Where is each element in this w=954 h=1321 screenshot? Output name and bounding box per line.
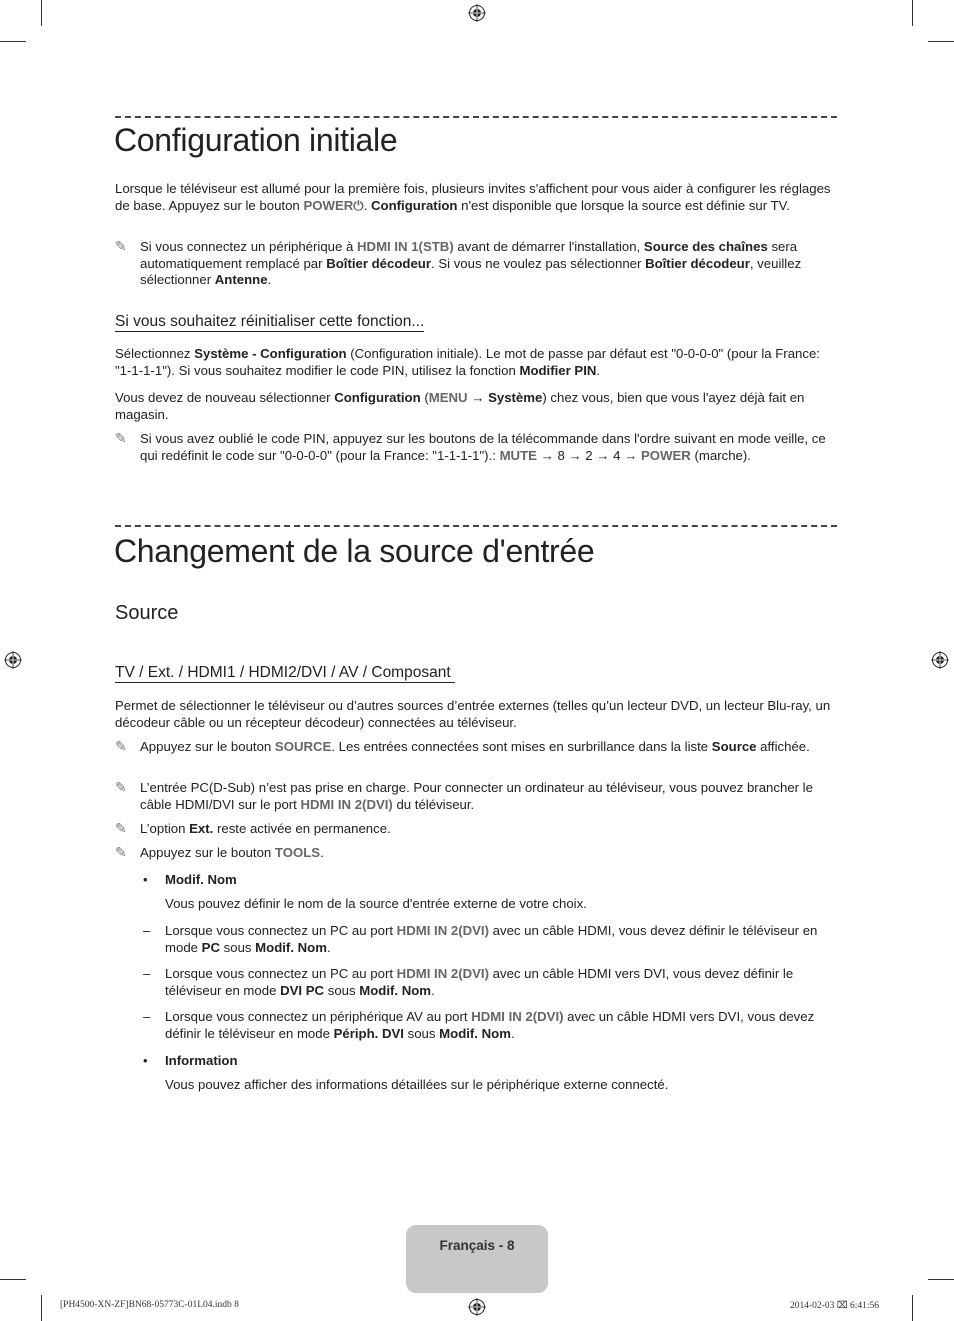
button-name: HDMI IN 2(DVI) (396, 966, 489, 981)
text-run: Lorsque vous connectez un PC au port (165, 966, 397, 981)
text-run: . (596, 362, 601, 378)
text-run: avec un câble HDMI vers DVI, vous devez définir le téléviseur en mode (165, 1009, 815, 1041)
subheading-sources (115, 664, 455, 682)
menu-term: Configuration (371, 197, 458, 213)
text-run: Appuyez sur le bouton (140, 739, 275, 754)
crop-mark (41, 1295, 42, 1321)
note-pencil-icon: ✎ (115, 738, 127, 754)
text-run: avant de démarrer l'installation, (453, 239, 644, 254)
menu-term: Source (711, 739, 757, 754)
paragraph (115, 346, 840, 379)
button-name: ⏻ (353, 197, 364, 213)
menu-term: Ext. (189, 821, 214, 836)
text-run: Lorsque le téléviseur est allumé pour la première fois, plusieurs invites s'affichent pour vous aider à configurer les réglages de base. Appuyez sur le bouton (115, 181, 831, 213)
menu-term: Boîtier décodeur (645, 255, 750, 271)
text-run: Sélectionnez (115, 346, 195, 361)
text-run: Permet de sélectionner le téléviseur ou d’autres sources d’entrée externes (telles qu’un lecteur DVD, un lecteur Blu-ray, un décodeur câble ou un récepteur décodeur) connectées au téléviseur. (115, 698, 831, 730)
subheading-reset (115, 313, 424, 331)
crop-mark (912, 0, 913, 26)
text-run: . (326, 939, 331, 955)
crop-mark (41, 0, 42, 26)
note-text (140, 739, 840, 756)
note-text (140, 239, 840, 289)
crop-mark (928, 41, 954, 42)
text-run: . (363, 197, 372, 213)
text-run: Lorsque vous connectez un PC au port (165, 923, 397, 938)
button-name: MENU (428, 390, 468, 405)
note-pencil-icon: ✎ (115, 820, 127, 836)
text-run: ) chez vous, bien que vous l'ayez déjà fait en magasin. (115, 390, 805, 422)
dash-marker: – (143, 966, 151, 981)
text-run: → 8 → 2 → 4 → (536, 447, 642, 463)
text-run: sera automatiquement remplacé par (140, 239, 798, 271)
text-run: . (510, 1025, 515, 1041)
dash-marker: – (143, 1009, 151, 1024)
menu-term: Modif. Nom (439, 1025, 511, 1041)
bullet-icon: • (143, 872, 148, 887)
button-name: HDMI IN 2(DVI) (471, 1009, 564, 1024)
text-run: sous (324, 982, 360, 998)
text-run: reste activée en permanence. (213, 821, 391, 836)
button-name: HDMI IN 2(DVI) (396, 923, 489, 938)
heading-source: Source (115, 602, 179, 624)
menu-term: DVI PC (280, 982, 325, 998)
text-run: affichée. (756, 739, 810, 754)
menu-term: Système - Configuration (194, 346, 347, 361)
note-text (140, 431, 840, 464)
crop-mark (0, 41, 26, 42)
text-run: Si vous connectez un périphérique à (140, 239, 358, 254)
page-number-tab (406, 1225, 548, 1293)
menu-term: Modif. Nom (359, 982, 432, 998)
menu-term: Antenne (214, 272, 268, 287)
text-run: avec un câble HDMI vers DVI, vous devez définir le téléviseur en mode (165, 966, 794, 998)
dash-marker: – (143, 923, 151, 938)
note-text (140, 845, 840, 862)
text-run: Si vous avez oublié le code PIN, appuyez sur les boutons de la télécommande dans l'ordre suivant en mode veille, ce qui redéfinit le code sur "0-0-0-0" (pour la France: "1-1-1-1").: (140, 431, 826, 463)
text-run: . (431, 982, 435, 998)
note-pencil-icon: ✎ (115, 430, 127, 446)
bullet-description: Vous pouvez définir le nom de la source d'entrée externe de votre choix. (165, 896, 587, 911)
menu-term: Modif. Nom (255, 939, 327, 955)
section-title-source-change: Changement de la source d'entrée (114, 533, 595, 569)
print-file-info: [PH4500-XN-ZF]BN68-05773C-01L04.indb 8 (60, 1300, 239, 1310)
note-text (140, 780, 840, 813)
text-run: Vous devez de nouveau sélectionner (115, 390, 335, 405)
registration-mark-icon (4, 651, 22, 669)
note-pencil-icon: ✎ (115, 238, 127, 254)
menu-term: Configuration (334, 390, 421, 405)
registration-mark-icon (468, 4, 486, 22)
registration-mark-icon (468, 1298, 486, 1316)
dash-item (165, 966, 840, 999)
crop-mark (912, 1295, 913, 1321)
dash-item (165, 923, 840, 956)
note-text (140, 821, 840, 838)
registration-mark-icon (931, 651, 949, 669)
text-run: L’option (140, 821, 190, 836)
section-title-configuration: Configuration initiale (114, 122, 398, 158)
bullet-icon: • (143, 1053, 148, 1068)
note-pencil-icon: ✎ (115, 779, 127, 795)
menu-term: Boîtier décodeur (326, 255, 431, 271)
button-name: POWER (303, 197, 354, 213)
page-number: Français - 8 (439, 1238, 515, 1253)
button-name: TOOLS (274, 845, 321, 860)
menu-term: Modifier PIN (519, 362, 597, 378)
subheading-sources-text: TV / Ext. / HDMI1 / HDMI2/DVI / AV / Composant (115, 664, 455, 683)
intro-paragraph (115, 698, 840, 731)
subheading-reset-text: Si vous souhaitez réinitialiser cette fonction... (115, 313, 425, 330)
button-name: HDMI IN 1(STB) (357, 239, 454, 254)
menu-term: PC (201, 939, 220, 955)
section-divider (115, 116, 837, 118)
text-run: (Configuration initiale). Le mot de passe par défaut est "0-0-0-0" (pour la France: "1-1-1-1"). Si vous souhaitez modifier le code PIN, utilisez la fonction (115, 346, 820, 378)
text-run: ( (420, 390, 429, 405)
note-pencil-icon: ✎ (115, 844, 127, 860)
menu-term: Source des chaînes (643, 239, 768, 254)
text-run: . (320, 845, 324, 860)
text-run: n'est disponible que lorsque la source est définie sur TV. (457, 197, 790, 213)
intro-paragraph (115, 181, 840, 214)
paragraph (115, 390, 840, 423)
button-name: SOURCE (274, 739, 332, 754)
text-run: avec un câble HDMI, vous devez définir le téléviseur en mode (165, 923, 818, 955)
text-run: sous (219, 939, 256, 955)
bullet-label: Information (165, 1053, 238, 1068)
crop-mark (928, 1279, 954, 1280)
menu-term: Périph. DVI (333, 1025, 404, 1041)
crop-mark (0, 1279, 26, 1280)
text-run: → (467, 390, 489, 405)
text-run: . Si vous ne voulez pas sélectionner (431, 255, 646, 271)
dash-item (165, 1009, 840, 1042)
print-date-info: 2014-02-03 ⌧ 6:41:56 (790, 1301, 880, 1311)
text-run: . Les entrées connectées sont mises en surbrillance dans la liste (331, 739, 712, 754)
text-run: sous (403, 1025, 440, 1041)
text-run: (marche). (690, 447, 751, 463)
text-run: Lorsque vous connectez un périphérique AV au port (165, 1009, 472, 1024)
menu-term: Système (488, 390, 543, 405)
section-divider (115, 525, 837, 527)
bullet-description: Vous pouvez afficher des informations détaillées sur le périphérique externe connecté. (165, 1077, 669, 1092)
text-run: L’entrée PC(D-Sub) n’est pas prise en charge. Pour connecter un ordinateur au téléviseur, vous pouvez brancher le câble HDMI/DVI sur le port (140, 780, 813, 812)
button-name: MUTE (499, 447, 537, 463)
button-name: POWER (641, 447, 691, 463)
button-name: HDMI IN 2(DVI) (300, 796, 393, 812)
text-run: du téléviseur. (392, 796, 475, 812)
text-run: , veuillez sélectionner (140, 255, 802, 287)
bullet-label: Modif. Nom (165, 872, 237, 887)
text-run: . (267, 272, 272, 287)
text-run: Appuyez sur le bouton (140, 845, 275, 860)
